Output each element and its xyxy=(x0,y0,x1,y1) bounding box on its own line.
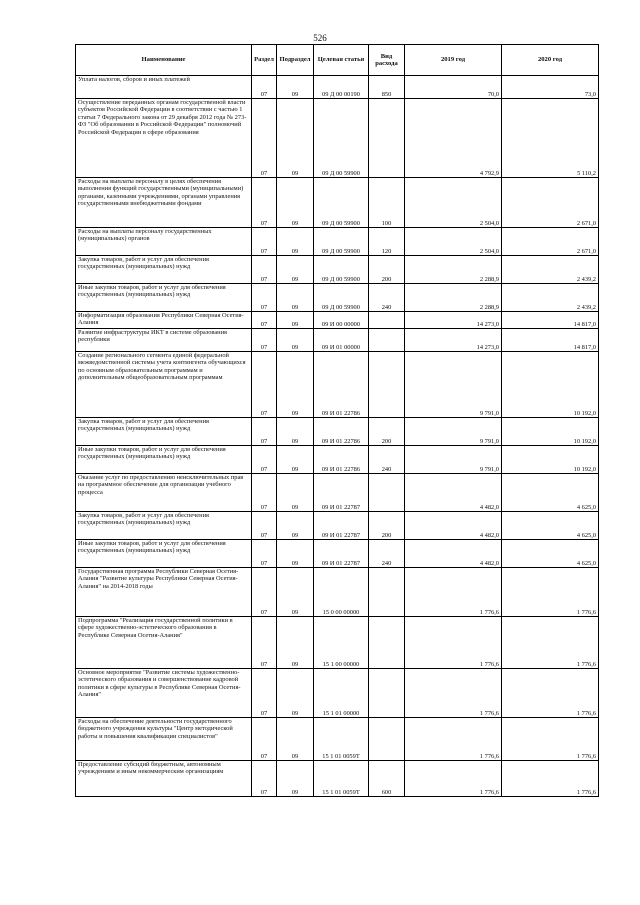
row-value-2019: 2 504,0 xyxy=(405,178,502,228)
row-exp-type: 850 xyxy=(369,76,405,99)
row-target: 15 1 00 00000 xyxy=(314,617,369,669)
table-row xyxy=(76,568,599,617)
row-target: 15 1 01 0059Т xyxy=(314,761,369,797)
row-exp-type xyxy=(369,718,405,761)
row-target: 09 Д 00 00190 xyxy=(314,76,369,99)
table-row xyxy=(76,99,599,178)
row-subsection: 09 xyxy=(277,228,314,256)
row-subsection: 09 xyxy=(277,352,314,418)
row-target: 09 Д 00 59900 xyxy=(314,256,369,284)
row-value-2019: 1 776,6 xyxy=(405,617,502,669)
row-name: Расходы на выплаты персоналу государственных (муниципальных) органов xyxy=(76,228,252,256)
row-value-2020: 73,0 xyxy=(502,76,599,99)
row-exp-type xyxy=(369,617,405,669)
row-value-2020: 14 817,0 xyxy=(502,312,599,329)
row-target: 09 Д 00 59900 xyxy=(314,178,369,228)
row-name: Закупка товаров, работ и услуг для обеспечения государственных (муниципальных) нужд xyxy=(76,256,252,284)
row-value-2020: 1 776,6 xyxy=(502,718,599,761)
row-section: 07 xyxy=(252,284,277,312)
row-value-2020: 1 776,6 xyxy=(502,617,599,669)
row-value-2020: 4 625,0 xyxy=(502,474,599,512)
row-value-2020: 14 817,0 xyxy=(502,329,599,352)
header-name: Наименование xyxy=(76,45,252,76)
row-exp-type: 600 xyxy=(369,761,405,797)
row-exp-type: 200 xyxy=(369,256,405,284)
row-value-2020: 4 625,0 xyxy=(502,540,599,568)
row-name: Расходы на обеспечение деятельности государственного бюджетного учреждения культуры "Центр методической работы и повышения квалификации специалистов" xyxy=(76,718,252,761)
row-value-2020: 5 110,2 xyxy=(502,99,599,178)
header-2019: 2019 год xyxy=(405,45,502,76)
row-section: 07 xyxy=(252,512,277,540)
row-section: 07 xyxy=(252,178,277,228)
row-subsection: 09 xyxy=(277,540,314,568)
row-exp-type xyxy=(369,474,405,512)
row-exp-type: 240 xyxy=(369,284,405,312)
row-target: 09 И 01 22787 xyxy=(314,474,369,512)
table-row xyxy=(76,718,599,761)
row-name: Закупка товаров, работ и услуг для обеспечения государственных (муниципальных) нужд xyxy=(76,512,252,540)
row-name: Осуществление переданных органам государственной власти субъектов Российской Федерации в соответствии с частью 1 статьи 7 Федерального закона от 29 декабря 2012 года № 273-ФЗ "Об образовании в Российской Федерации" полномочий Российской Федерации в сфере образования xyxy=(76,99,252,178)
row-section: 07 xyxy=(252,76,277,99)
row-subsection: 09 xyxy=(277,418,314,446)
row-section: 07 xyxy=(252,352,277,418)
row-exp-type xyxy=(369,352,405,418)
row-target: 15 1 01 0059Т xyxy=(314,718,369,761)
row-exp-type: 200 xyxy=(369,512,405,540)
row-value-2020: 2 439,2 xyxy=(502,256,599,284)
row-subsection: 09 xyxy=(277,761,314,797)
header-subsection: Подраздел xyxy=(277,45,314,76)
row-value-2019: 14 273,0 xyxy=(405,329,502,352)
row-target: 09 Д 00 59900 xyxy=(314,284,369,312)
row-value-2020: 1 776,6 xyxy=(502,761,599,797)
row-value-2019: 4 792,9 xyxy=(405,99,502,178)
row-subsection: 09 xyxy=(277,178,314,228)
row-section: 07 xyxy=(252,669,277,718)
table-row xyxy=(76,617,599,669)
row-section: 07 xyxy=(252,312,277,329)
row-value-2020: 1 776,6 xyxy=(502,568,599,617)
row-value-2020: 2 439,2 xyxy=(502,284,599,312)
row-value-2019: 14 273,0 xyxy=(405,312,502,329)
row-exp-type xyxy=(369,568,405,617)
row-section: 07 xyxy=(252,761,277,797)
row-section: 07 xyxy=(252,474,277,512)
row-subsection: 09 xyxy=(277,718,314,761)
header-section: Раздел xyxy=(252,45,277,76)
table-row xyxy=(76,540,599,568)
row-target: 09 И 01 22787 xyxy=(314,540,369,568)
row-subsection: 09 xyxy=(277,474,314,512)
row-name: Информатизация образования Республики Северная Осетия-Алания xyxy=(76,312,252,329)
page-number: 526 xyxy=(313,33,327,43)
row-section: 07 xyxy=(252,418,277,446)
table-row xyxy=(76,312,599,329)
row-value-2020: 10 192,0 xyxy=(502,352,599,418)
row-exp-type xyxy=(369,669,405,718)
row-name: Государственная программа Республики Северная Осетия-Алания "Развитие культуры Республики Северная Осетия-Алания" на 2014-2018 годы xyxy=(76,568,252,617)
row-exp-type xyxy=(369,99,405,178)
row-value-2019: 2 288,9 xyxy=(405,256,502,284)
row-value-2019: 2 288,9 xyxy=(405,284,502,312)
row-value-2020: 10 192,0 xyxy=(502,446,599,474)
row-name: Закупка товаров, работ и услуг для обеспечения государственных (муниципальных) нужд xyxy=(76,418,252,446)
row-section: 07 xyxy=(252,228,277,256)
row-name: Оказание услуг по предоставлению неисключительных прав на программное обеспечение для организации учебного процесса xyxy=(76,474,252,512)
row-exp-type: 240 xyxy=(369,540,405,568)
row-subsection: 09 xyxy=(277,329,314,352)
row-value-2019: 1 776,6 xyxy=(405,761,502,797)
row-subsection: 09 xyxy=(277,617,314,669)
row-value-2020: 2 671,0 xyxy=(502,178,599,228)
row-target: 15 0 00 00000 xyxy=(314,568,369,617)
header-2020: 2020 год xyxy=(502,45,599,76)
table-row xyxy=(76,418,599,446)
row-value-2020: 1 776,6 xyxy=(502,669,599,718)
row-section: 07 xyxy=(252,540,277,568)
row-exp-type: 120 xyxy=(369,228,405,256)
table-row xyxy=(76,329,599,352)
table-row xyxy=(76,474,599,512)
row-section: 07 xyxy=(252,99,277,178)
row-value-2019: 1 776,6 xyxy=(405,718,502,761)
row-name: Уплата налогов, сборов и иных платежей xyxy=(76,76,252,99)
row-section: 07 xyxy=(252,256,277,284)
row-value-2019: 2 504,0 xyxy=(405,228,502,256)
header-exp-type: Вид расхода xyxy=(369,45,405,76)
table-row xyxy=(76,352,599,418)
budget-table xyxy=(75,44,599,797)
row-target: 09 Д 00 59900 xyxy=(314,228,369,256)
row-section: 07 xyxy=(252,617,277,669)
row-name: Иные закупки товаров, работ и услуг для обеспечения государственных (муниципальных) нужд xyxy=(76,284,252,312)
row-target: 09 И 01 22786 xyxy=(314,352,369,418)
table-row xyxy=(76,284,599,312)
row-exp-type xyxy=(369,329,405,352)
row-subsection: 09 xyxy=(277,446,314,474)
table-row xyxy=(76,669,599,718)
row-subsection: 09 xyxy=(277,669,314,718)
row-subsection: 09 xyxy=(277,256,314,284)
row-name: Иные закупки товаров, работ и услуг для обеспечения государственных (муниципальных) нужд xyxy=(76,540,252,568)
row-value-2020: 4 625,0 xyxy=(502,512,599,540)
row-target: 09 И 00 00000 xyxy=(314,312,369,329)
row-value-2019: 4 482,0 xyxy=(405,540,502,568)
row-subsection: 09 xyxy=(277,312,314,329)
row-exp-type: 240 xyxy=(369,446,405,474)
row-section: 07 xyxy=(252,329,277,352)
row-target: 09 Д 00 59900 xyxy=(314,99,369,178)
row-value-2019: 9 791,0 xyxy=(405,418,502,446)
table-row xyxy=(76,178,599,228)
row-value-2020: 10 192,0 xyxy=(502,418,599,446)
row-name: Расходы на выплаты персоналу в целях обеспечения выполнения функций государственными (муниципальными) органами, казенными учреждениями, органами управления государственными внебюджетными фондами xyxy=(76,178,252,228)
row-name: Развитие инфраструктуры ИКТ в системе образования республики xyxy=(76,329,252,352)
row-name: Предоставление субсидий бюджетным, автономным учреждениям и иным некоммерческим организациям xyxy=(76,761,252,797)
row-subsection: 09 xyxy=(277,76,314,99)
row-name: Основное мероприятие "Развитие системы художественно-эстетического образования и совершенствование кадровой политики в сфере культуры в Республике Северная Осетия-Алания" xyxy=(76,669,252,718)
row-exp-type: 200 xyxy=(369,418,405,446)
row-target: 09 И 01 00000 xyxy=(314,329,369,352)
row-value-2019: 9 791,0 xyxy=(405,446,502,474)
row-target: 09 И 01 22787 xyxy=(314,512,369,540)
row-target: 09 И 01 22786 xyxy=(314,418,369,446)
row-target: 15 1 01 00000 xyxy=(314,669,369,718)
row-value-2019: 70,0 xyxy=(405,76,502,99)
row-value-2019: 1 776,6 xyxy=(405,568,502,617)
row-name: Создание регионального сегмента единой федеральной межведомственной системы учета контингента обучающихся по основным образовательным программам и дополнительным общеобразовательным программам xyxy=(76,352,252,418)
row-subsection: 09 xyxy=(277,284,314,312)
row-value-2019: 1 776,6 xyxy=(405,669,502,718)
table-row xyxy=(76,256,599,284)
row-name: Иные закупки товаров, работ и услуг для обеспечения государственных (муниципальных) нужд xyxy=(76,446,252,474)
row-target: 09 И 01 22786 xyxy=(314,446,369,474)
row-value-2019: 4 482,0 xyxy=(405,474,502,512)
row-name: Подпрограмма "Реализация государственной политики в сфере художественно-эстетического образования в Республике Северная Осетия-Алания" xyxy=(76,617,252,669)
row-exp-type xyxy=(369,312,405,329)
row-section: 07 xyxy=(252,446,277,474)
table-row xyxy=(76,76,599,99)
table-row xyxy=(76,446,599,474)
table-header-row xyxy=(76,45,599,76)
row-section: 07 xyxy=(252,718,277,761)
table-row xyxy=(76,512,599,540)
table-row xyxy=(76,228,599,256)
row-value-2020: 2 671,0 xyxy=(502,228,599,256)
header-target: Целевая статья xyxy=(314,45,369,76)
row-section: 07 xyxy=(252,568,277,617)
row-subsection: 09 xyxy=(277,568,314,617)
row-subsection: 09 xyxy=(277,99,314,178)
row-value-2019: 9 791,0 xyxy=(405,352,502,418)
row-value-2019: 4 482,0 xyxy=(405,512,502,540)
row-exp-type: 100 xyxy=(369,178,405,228)
row-subsection: 09 xyxy=(277,512,314,540)
table-row xyxy=(76,761,599,797)
